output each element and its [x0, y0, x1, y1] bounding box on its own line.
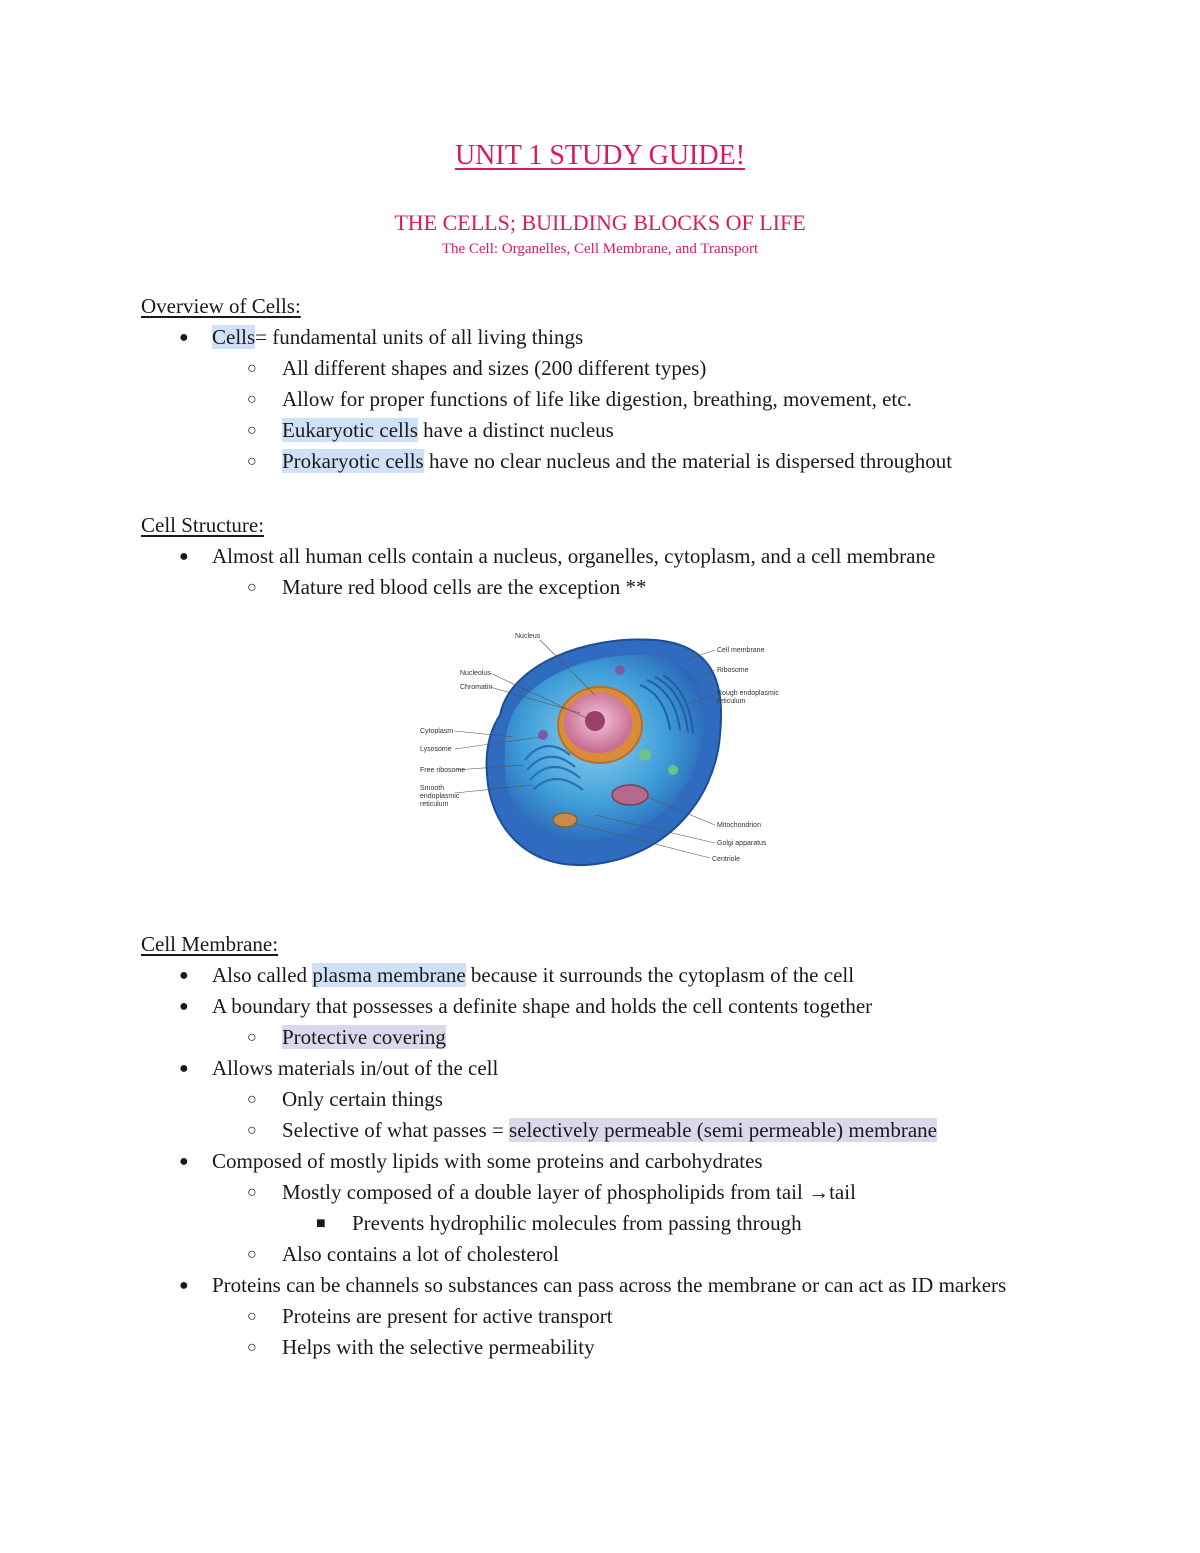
hollow-bullet-icon: ○ — [247, 1184, 257, 1201]
list-item: ○ Helps with the selective permeability — [141, 1332, 1041, 1363]
vesicle-shape — [639, 749, 651, 761]
nucleolus-shape — [585, 711, 605, 731]
square-bullet-icon: ■ — [316, 1215, 326, 1232]
hollow-bullet-icon: ○ — [247, 453, 257, 470]
mitochondrion-shape — [612, 785, 648, 805]
filled-bullet-icon: ● — [179, 548, 189, 565]
diagram-label: Rough endoplasmic — [717, 690, 779, 697]
diagram-label: reticulum — [717, 698, 746, 705]
structure-heading: Cell Structure: — [141, 513, 265, 537]
list-item: ○ Proteins are present for active transport — [141, 1301, 1041, 1332]
list-item: ○ Selective of what passes = selectively permeable (semi permeable) membrane — [141, 1115, 1041, 1146]
list-item: ○ Also contains a lot of cholesterol — [141, 1239, 1041, 1270]
lysosome-shape — [615, 665, 625, 675]
list-item: ● Allows materials in/out of the cell — [141, 1053, 1041, 1084]
highlight-term: Prokaryotic cells — [282, 449, 424, 473]
list-item: ○ Only certain things — [141, 1084, 1041, 1115]
hollow-bullet-icon: ○ — [247, 1246, 257, 1263]
highlight-term: Eukaryotic cells — [282, 418, 418, 442]
highlight-term: Protective covering — [282, 1025, 446, 1049]
list-item — [141, 1022, 1041, 1053]
diagram-label: Nucleus — [515, 633, 541, 640]
highlight-term: selectively permeable (semi permeable) membrane — [509, 1118, 938, 1142]
page-title: UNIT 1 STUDY GUIDE! — [454, 140, 746, 171]
highlight-term: plasma membrane — [312, 963, 466, 987]
list-item: ○ Mature red blood cells are the exception ** — [141, 572, 1041, 603]
hollow-bullet-icon: ○ — [247, 579, 257, 596]
list-item: ○ Prokaryotic cells have no clear nucleus and the material is dispersed throughout — [141, 446, 1041, 477]
hollow-bullet-icon: ○ — [247, 1308, 257, 1325]
diagram-label: Cell membrane — [717, 647, 765, 654]
filled-bullet-icon: ● — [179, 967, 189, 984]
diagram-label: Chromatin — [460, 684, 493, 691]
highlight-term: Cells — [212, 325, 256, 349]
diagram-label: endoplasmic — [420, 793, 460, 800]
hollow-bullet-icon: ○ — [247, 1339, 257, 1356]
hollow-bullet-icon: ○ — [247, 360, 257, 377]
hollow-bullet-icon: ○ — [247, 1029, 257, 1046]
cell-diagram — [415, 625, 815, 875]
filled-bullet-icon: ● — [179, 1277, 189, 1294]
overview-section — [141, 291, 1041, 477]
membrane-heading: Cell Membrane: — [141, 932, 279, 956]
list-item: ● Almost all human cells contain a nucleus, organelles, cytoplasm, and a cell membrane — [141, 541, 1041, 572]
filled-bullet-icon: ● — [179, 998, 189, 1015]
list-item: ● Composed of mostly lipids with some proteins and carbohydrates — [141, 1146, 1041, 1177]
hollow-bullet-icon: ○ — [247, 1122, 257, 1139]
hollow-bullet-icon: ○ — [247, 391, 257, 408]
diagram-label: reticulum — [420, 801, 449, 808]
page-subsubtitle: The Cell: Organelles, Cell Membrane, and Transport — [441, 241, 759, 257]
list-item: ○ Eukaryotic cells have a distinct nucleus — [141, 415, 1041, 446]
hollow-bullet-icon: ○ — [247, 422, 257, 439]
filled-bullet-icon: ● — [179, 1060, 189, 1077]
list-item: ○ Mostly composed of a double layer of phospholipids from tail →tail — [141, 1177, 1041, 1208]
diagram-label: Smooth — [420, 785, 445, 792]
page-subtitle: THE CELLS; BUILDING BLOCKS OF LIFE — [394, 210, 806, 235]
filled-bullet-icon: ● — [179, 1153, 189, 1170]
list-item: ● Cells= fundamental units of all living things — [141, 322, 1041, 353]
filled-bullet-icon: ● — [179, 329, 189, 346]
vesicle-shape — [668, 765, 678, 775]
list-item: ● Also called plasma membrane because it surrounds the cytoplasm of the cell — [141, 960, 1041, 991]
list-item: ○ All different shapes and sizes (200 different types) — [141, 353, 1041, 384]
lysosome-shape — [538, 730, 548, 740]
membrane-section — [141, 929, 1041, 1363]
list-item: ● A boundary that possesses a definite shape and holds the cell contents together — [141, 991, 1041, 1022]
diagram-label: Cytoplasm — [420, 728, 454, 735]
diagram-label: Golgi apparatus — [717, 840, 767, 847]
diagram-label: Nucleolus — [460, 670, 491, 677]
diagram-label: Lysosome — [420, 746, 452, 753]
structure-section — [141, 510, 1041, 603]
cell-diagram-svg — [415, 625, 815, 875]
list-item: ● Proteins can be channels so substances can pass across the membrane or can act as ID markers — [141, 1270, 1042, 1301]
diagram-label: Centriole — [712, 856, 741, 863]
diagram-label: Mitochondrion — [717, 822, 761, 829]
list-item: ■ Prevents hydrophilic molecules from passing through — [141, 1208, 1041, 1239]
overview-heading: Overview of Cells: — [141, 294, 301, 318]
diagram-label: Ribosome — [717, 667, 749, 674]
list-item: ○ Allow for proper functions of life like digestion, breathing, movement, etc. — [141, 384, 1041, 415]
diagram-label: Free ribosome — [420, 767, 466, 774]
hollow-bullet-icon: ○ — [247, 1091, 257, 1108]
centriole-shape — [553, 813, 577, 827]
